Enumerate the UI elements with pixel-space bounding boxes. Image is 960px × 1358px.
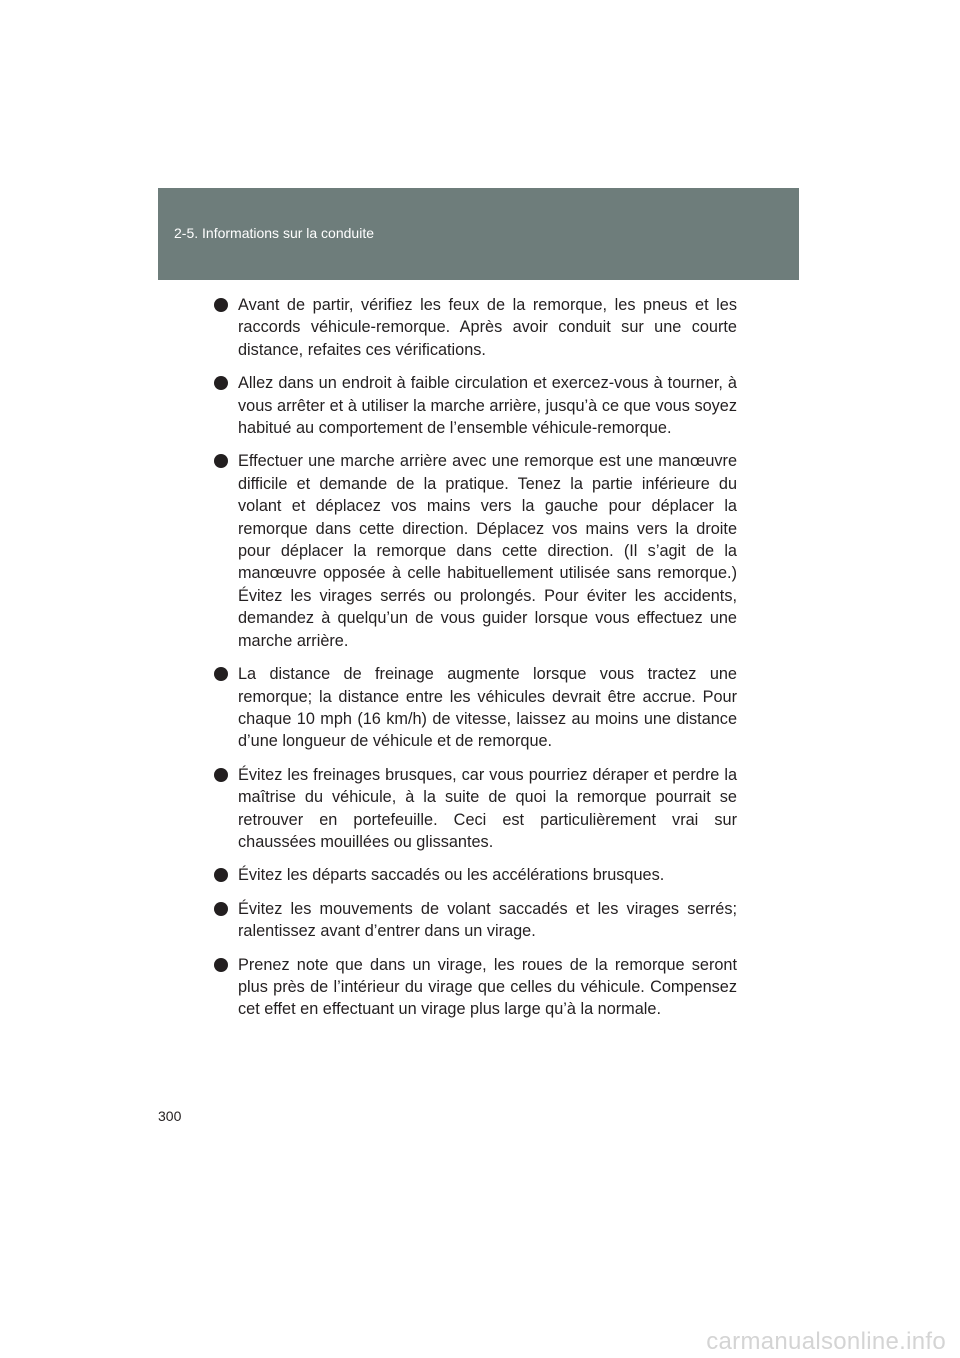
- list-item: [214, 450, 737, 652]
- list-item: [214, 898, 737, 943]
- list-item: [214, 372, 737, 439]
- bullet-icon: [214, 902, 228, 916]
- bullet-icon: [214, 298, 228, 312]
- list-item-text: Évitez les départs saccadés ou les accélérations brusques.: [238, 866, 665, 885]
- list-item-text: Évitez les freinages brusques, car vous pourriez déraper et perdre la maîtrise du véhicule, à la suite de quoi la remorque pourrait se retrouver en portefeuille. Ceci est particulièrement vrai sur chaussées mouillées ou glissantes.: [238, 765, 737, 851]
- list-item-text: Allez dans un endroit à faible circulation et exercez-vous à tourner, à vous arrêter et à utiliser la marche arrière, jusqu’à ce que vous soyez habitué au comportement de l’ensemble véhicule-remorque.: [238, 374, 737, 438]
- page-number: 300: [158, 1108, 182, 1124]
- list-item-text: Effectuer une marche arrière avec une remorque est une manœuvre difficile et demande de la pratique. Tenez la partie inférieure du volant et déplacez vos mains vers la gauche pour déplacer la remorque dans cette direction. Déplacez vos mains vers la droite pour déplacer la remorque dans cette direction. (Il s’agit de la manœuvre opposée à celle habituellement utilisée sans remorque.) Évitez les virages serrés ou prolongés. Pour éviter les accidents, demandez à quelqu’un de vous guider lorsque vous effectuez une marche arrière.: [238, 452, 737, 650]
- bullet-icon: [214, 768, 228, 782]
- list-item: [214, 294, 737, 361]
- list-item-text: Avant de partir, vérifiez les feux de la remorque, les pneus et les raccords véhicule-remorque. Après avoir conduit sur une courte distance, refaites ces vérifications.: [238, 296, 737, 359]
- bullet-icon: [214, 958, 228, 972]
- watermark: carmanualsonline.info: [706, 1328, 946, 1355]
- bullet-icon: [214, 868, 228, 882]
- list-item: [214, 864, 737, 886]
- bullet-icon: [214, 667, 228, 681]
- list-item-text: Évitez les mouvements de volant saccadés et les virages serrés; ralentissez avant d’entrer dans un virage.: [238, 899, 737, 941]
- bullet-icon: [214, 376, 228, 390]
- bullet-icon: [214, 454, 228, 468]
- bullet-list: [214, 294, 737, 1032]
- list-item-text: La distance de freinage augmente lorsque vous tractez une remorque; la distance entre les véhicules devrait être accrue. Pour chaque 10 mph (16 km/h) de vitesse, laissez au moins une distance d’une longueur de véhicule et de remorque.: [238, 665, 737, 751]
- list-item: [214, 663, 737, 753]
- section-header-band: [158, 188, 799, 280]
- section-title: 2-5. Informations sur la conduite: [174, 225, 374, 241]
- list-item-text: Prenez note que dans un virage, les roues de la remorque seront plus près de l’intérieur du virage que celles du véhicule. Compensez cet effet en effectuant un virage plus large qu’à la normale.: [238, 955, 737, 1019]
- list-item: [214, 764, 737, 854]
- list-item: [214, 954, 737, 1021]
